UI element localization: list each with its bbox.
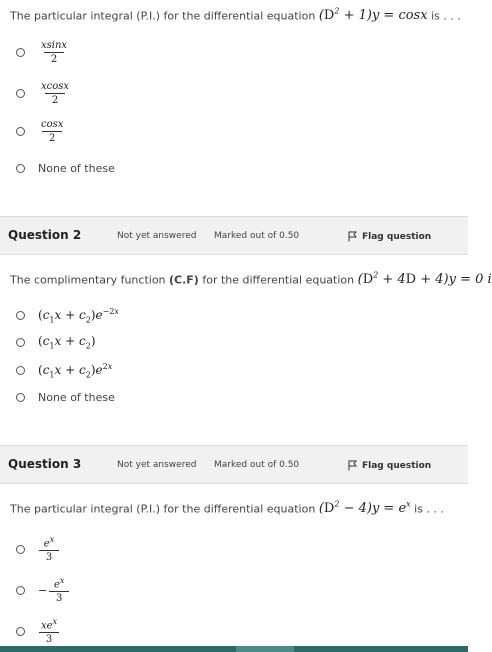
q1-option-c-fraction <box>39 119 65 144</box>
q1-option-d-label: None of these <box>38 162 115 175</box>
q3-option-a[interactable] <box>16 535 59 563</box>
q1-prompt-text: The particular integral (P.I.) for the differential equation <box>10 9 316 23</box>
q1-option-b-radio[interactable] <box>16 89 25 98</box>
q1-option-b[interactable] <box>16 81 71 106</box>
flag-icon <box>348 460 357 471</box>
q3-status: Not yet answered <box>117 460 197 470</box>
q2-title: Question 2 <box>8 228 82 242</box>
q1-option-a-numerator: xsinx <box>41 40 68 51</box>
q2-header <box>0 216 468 255</box>
q3-option-a-denominator: 3 <box>39 550 59 563</box>
q2-option-a[interactable] <box>16 307 119 324</box>
q3-flag-label: Flag question <box>362 460 432 471</box>
q2-prompt <box>10 271 492 287</box>
bottom-bar-segment <box>236 646 294 652</box>
q3-marks: Marked out of 0.50 <box>214 460 300 470</box>
q3-option-a-fraction <box>39 535 59 563</box>
q2-option-d-label: None of these <box>38 391 115 404</box>
q3-prompt <box>10 500 444 516</box>
q3-option-b[interactable] <box>16 576 69 604</box>
q1-prompt-suffix: is . . . <box>431 9 461 23</box>
q2-option-b-math: $(c_1x + c_2)$ <box>38 334 96 351</box>
q3-title: Question 3 <box>8 457 82 471</box>
q3-option-b-fraction <box>49 576 69 604</box>
q3-option-c-fraction <box>39 617 59 645</box>
q3-option-a-radio[interactable] <box>16 545 25 554</box>
q3-option-b-numerator: $e^x$ <box>54 576 65 591</box>
q2-option-d[interactable] <box>16 391 115 404</box>
q1-option-a[interactable] <box>16 40 69 65</box>
q1-option-a-denominator: 2 <box>44 52 64 65</box>
q3-equation: $(D^2 - 4)y = e^x$ <box>318 500 411 517</box>
q1-option-c-numerator: cosx <box>41 119 64 130</box>
q1-prompt <box>10 7 461 23</box>
q2-equation: $(D^2 + 4D + 4)y = 0$ i <box>357 271 492 288</box>
q3-header <box>0 445 468 484</box>
q2-prompt-text: The complimentary function <box>10 273 166 287</box>
q2-marks: Marked out of 0.50 <box>214 231 300 241</box>
q3-flag-button[interactable] <box>348 460 431 471</box>
q1-option-a-fraction <box>39 40 69 65</box>
q3-option-c[interactable] <box>16 617 59 645</box>
q3-option-c-radio[interactable] <box>16 627 25 636</box>
q2-prompt-middle: for the differential equation <box>202 273 355 287</box>
q2-flag-label: Flag question <box>362 231 432 242</box>
q1-option-c-denominator: 2 <box>42 131 62 144</box>
q1-option-b-fraction <box>39 81 71 106</box>
q2-flag-button[interactable] <box>348 231 431 242</box>
q2-status: Not yet answered <box>117 231 197 241</box>
q2-option-c-radio[interactable] <box>16 366 25 375</box>
q3-option-b-radio[interactable] <box>16 586 25 595</box>
q3-option-c-numerator: $xe^x$ <box>41 617 58 632</box>
q3-prompt-suffix: is . . . <box>414 502 444 516</box>
q3-prompt-text: The particular integral (P.I.) for the differential equation <box>10 502 316 516</box>
q1-equation: $(D^2 + 1)y = \cos x$ <box>318 7 428 24</box>
q2-option-d-radio[interactable] <box>16 393 25 402</box>
q1-option-b-denominator: 2 <box>45 93 65 106</box>
q1-option-c-radio[interactable] <box>16 127 25 136</box>
q3-option-a-numerator: $e^x$ <box>43 535 55 550</box>
bottom-bar <box>0 646 468 652</box>
q3-option-c-denominator: 3 <box>39 632 59 645</box>
q1-option-d[interactable] <box>16 162 115 175</box>
q3-option-b-minus: − <box>38 583 48 597</box>
q3-option-b-denominator: 3 <box>49 591 69 604</box>
q2-option-b[interactable] <box>16 334 96 350</box>
q1-option-c[interactable] <box>16 119 65 144</box>
flag-icon <box>348 231 357 242</box>
q1-option-d-radio[interactable] <box>16 164 25 173</box>
q1-option-a-radio[interactable] <box>16 48 25 57</box>
q1-option-b-numerator: xcosx <box>41 81 70 92</box>
q2-option-c-math: $(c_1x + c_2)e^{2x}$ <box>38 362 113 380</box>
q2-option-b-radio[interactable] <box>16 338 25 347</box>
q2-option-a-math: $(c_1x + c_2)e^{-2x}$ <box>38 307 119 325</box>
q2-option-a-radio[interactable] <box>16 311 25 320</box>
q2-prompt-bold: (C.F) <box>169 273 199 287</box>
q2-option-c[interactable] <box>16 362 112 379</box>
